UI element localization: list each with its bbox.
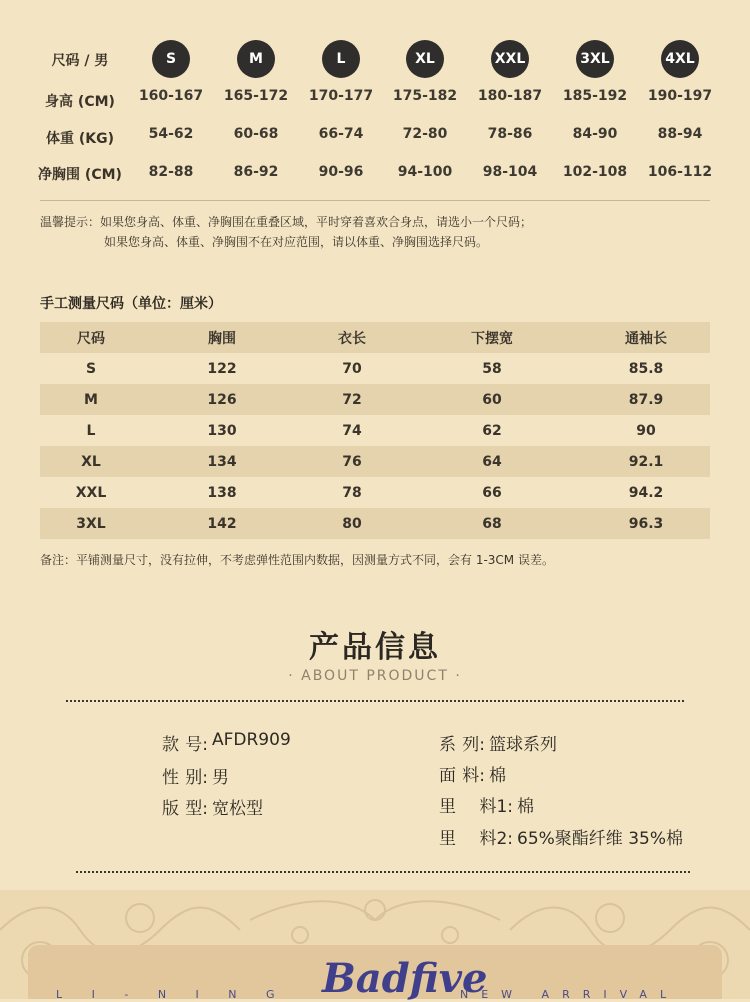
info-key: 号: [185, 735, 208, 755]
table-row [40, 353, 710, 384]
table-cell: 58 [482, 360, 502, 377]
height-m: 165-172 [223, 88, 289, 104]
weight-m: 60-68 [233, 126, 279, 142]
chest-xl: 94-100 [397, 164, 453, 180]
weight-4xl: 88-94 [657, 126, 703, 142]
tip-line-2: 如果您身高、体重、净胸围不在对应范围，请以体重、净胸围选择尺码。 [104, 235, 489, 249]
size-chart-header-label: 尺码 / 男 [51, 53, 109, 69]
table-cell: XXL [75, 484, 107, 501]
chest-4xl: 106-112 [647, 164, 713, 180]
weight-xxl: 78-86 [487, 126, 533, 142]
column-header: 尺码 [77, 330, 105, 347]
dotted-divider-top [66, 700, 684, 702]
tip-line-1: 温馨提示：如果您身高、体重、净胸围在重叠区域，平时穿着喜欢合身点，请选小一个尺码； [40, 215, 533, 229]
info-key: 列: [462, 735, 485, 755]
table-cell: 87.9 [628, 391, 664, 408]
size-badge-m: M [237, 40, 275, 78]
height-l: 170-177 [308, 88, 374, 104]
chest-xxl: 98-104 [482, 164, 538, 180]
product-info-title: 产品信息 [309, 630, 441, 665]
height-4xl: 190-197 [647, 88, 713, 104]
table-cell: 122 [207, 360, 237, 377]
brand-left-text: L I - N I N G [56, 988, 288, 1001]
table-cell: 126 [207, 391, 237, 408]
table-row [40, 477, 710, 508]
size-badge-l: L [322, 40, 360, 78]
info-key: 版 [162, 799, 179, 819]
size-badge-s: S [152, 40, 190, 78]
brand-logo: Badfive [322, 955, 488, 1002]
table-cell: 76 [342, 453, 362, 470]
chest-l: 90-96 [318, 164, 364, 180]
info-value: AFDR909 [212, 730, 291, 750]
row-label-weight: 体重 (KG) [45, 131, 114, 147]
brand-right-text: NEW ARRIVAL [460, 988, 680, 1001]
info-key: 料1: [479, 797, 513, 817]
weight-s: 54-62 [148, 126, 194, 142]
info-item-lining-1 [439, 792, 534, 817]
table-cell: 90 [636, 422, 656, 439]
row-label-height: 身高 (CM) [45, 94, 115, 110]
table-cell: 64 [482, 453, 502, 470]
table-row [40, 446, 710, 477]
table-cell: 85.8 [628, 360, 664, 377]
product-info-subtitle: · ABOUT PRODUCT · [288, 668, 462, 684]
measure-table [40, 322, 710, 539]
column-header: 通袖长 [625, 330, 667, 347]
table-cell: 142 [207, 515, 237, 532]
column-header: 胸围 [208, 330, 236, 347]
chest-m: 86-92 [233, 164, 279, 180]
info-key: 性 [162, 768, 179, 788]
size-badge-3xl: 3XL [576, 40, 614, 78]
table-cell: 72 [342, 391, 362, 408]
chest-s: 82-88 [148, 164, 194, 180]
dotted-divider-bottom [76, 871, 690, 873]
size-badge-xxl: XXL [491, 40, 529, 78]
table-cell: 80 [342, 515, 362, 532]
table-cell: 3XL [76, 515, 106, 532]
table-row [40, 384, 710, 415]
table-cell: 134 [207, 453, 237, 470]
height-xl: 175-182 [392, 88, 458, 104]
height-s: 160-167 [138, 88, 204, 104]
table-row [40, 508, 710, 539]
row-label-chest: 净胸围 (CM) [38, 167, 122, 183]
table-cell: 78 [342, 484, 362, 501]
info-key: 款 [162, 735, 179, 755]
weight-3xl: 84-90 [572, 126, 618, 142]
info-key: 系 [439, 735, 456, 755]
measure-note: 备注：平铺测量尺寸，没有拉伸，不考虑弹性范围内数据，因测量方式不同，会有 1-3CM 误差。 [40, 553, 554, 567]
table-cell: 94.2 [628, 484, 664, 501]
info-item-series [439, 730, 557, 755]
info-key: 里 [439, 829, 456, 849]
info-value: 宽松型 [212, 799, 263, 819]
measure-table-title: 手工测量尺码（单位：厘米） [40, 296, 222, 312]
height-xxl: 180-187 [477, 88, 543, 104]
table-cell: 68 [482, 515, 502, 532]
info-item-fabric [439, 761, 506, 786]
table-cell: L [86, 422, 96, 439]
info-key: 别: [185, 768, 208, 788]
column-header: 下摆宽 [471, 330, 513, 347]
table-cell: 74 [342, 422, 362, 439]
weight-l: 66-74 [318, 126, 364, 142]
size-badge-xl: XL [406, 40, 444, 78]
table-cell: 138 [207, 484, 237, 501]
height-3xl: 185-192 [562, 88, 628, 104]
table-cell: XL [81, 453, 101, 470]
info-value: 篮球系列 [489, 735, 557, 755]
table-cell: 60 [482, 391, 502, 408]
chest-3xl: 102-108 [562, 164, 628, 180]
info-item-lining-2 [439, 824, 683, 849]
info-item-fit [162, 794, 263, 819]
table-cell: 70 [342, 360, 362, 377]
table-cell: M [84, 391, 98, 408]
table-header-row [40, 322, 710, 353]
info-key: 型: [185, 799, 208, 819]
info-value: 65%聚酯纤维 35%棉 [517, 829, 683, 849]
info-value: 棉 [517, 797, 534, 817]
table-cell: 66 [482, 484, 502, 501]
info-value: 棉 [489, 766, 506, 786]
info-key: 面 [439, 766, 456, 786]
table-cell: S [85, 360, 97, 377]
info-key: 料: [462, 766, 485, 786]
table-cell: 130 [207, 422, 237, 439]
table-row [40, 415, 710, 446]
table-cell: 92.1 [628, 453, 664, 470]
table-cell: 96.3 [628, 515, 664, 532]
info-key: 料2: [479, 829, 513, 849]
table-cell: 62 [482, 422, 502, 439]
info-item-gender [162, 763, 229, 788]
divider-line [40, 200, 710, 201]
info-key: 里 [439, 797, 456, 817]
weight-xl: 72-80 [402, 126, 448, 142]
size-badge-4xl: 4XL [661, 40, 699, 78]
column-header: 衣长 [338, 330, 366, 347]
info-value: 男 [212, 768, 229, 788]
info-item-style-no [162, 730, 291, 755]
